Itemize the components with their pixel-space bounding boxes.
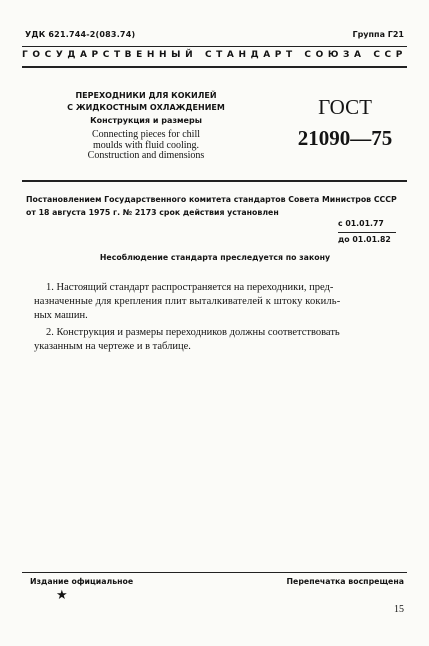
- title-subtitle: Конструкция и размеры: [90, 116, 202, 125]
- header-rule-top: [22, 46, 407, 47]
- paragraph-1-line-3: ных машин.: [34, 310, 88, 321]
- paragraph-1-line-2: назначенные для крепления плит выталкивателей к штоку кокиль-: [34, 296, 341, 307]
- decree-line-2: от 18 августа 1975 г. № 2173 срок действия установлен: [26, 208, 279, 217]
- title-russian: [56, 90, 236, 114]
- state-standard-heading: ГОСУДАРСТВЕННЫЙ СТАНДАРТ СОЮЗА ССР: [22, 50, 407, 60]
- star-icon: ★: [56, 588, 68, 603]
- gost-label: ГОСТ: [318, 95, 372, 119]
- gost-number: 21090—75: [297, 126, 393, 150]
- title-english: [56, 130, 236, 162]
- group-code: Группа Г21: [352, 30, 404, 39]
- paragraph-2-line-2: указанным на чертеже и в таблице.: [34, 341, 191, 352]
- legal-notice: Несоблюдение стандарта преследуется по закону: [99, 253, 331, 262]
- valid-from-date: с 01.01.77: [338, 219, 384, 228]
- valid-to-date: до 01.01.82: [338, 235, 391, 244]
- decree-line-1: Постановлением Государственного комитета стандартов Совета Министров СССР: [26, 195, 397, 204]
- page-number: 15: [394, 604, 404, 615]
- section-rule: [22, 180, 407, 182]
- date-divider: [338, 232, 396, 233]
- footer-rule: [22, 572, 407, 573]
- paragraph-1-line-1: 1. Настоящий стандарт распространяется на переходники, пред-: [46, 282, 334, 293]
- official-edition-label: Издание официальное: [30, 577, 134, 586]
- title-russian-line-2: С ЖИДКОСТНЫМ ОХЛАЖДЕНИЕМ: [67, 103, 225, 112]
- reprint-prohibited-label: Перепечатка воспрещена: [286, 577, 404, 586]
- title-english-line-3: Construction and dimensions: [87, 150, 205, 161]
- decree-text: [26, 193, 406, 219]
- title-english-line-1: Connecting pieces for chill: [91, 129, 201, 140]
- title-english-line-2: moulds with fluid cooling.: [92, 139, 200, 151]
- title-russian-line-1: ПЕРЕХОДНИКИ ДЛЯ КОКИЛЕЙ: [75, 91, 217, 100]
- header-rule-bottom: [22, 66, 407, 68]
- udc-code: УДК 621.744-2(083.74): [25, 30, 136, 39]
- paragraph-2-line-1: 2. Конструкция и размеры переходников должны соответствовать: [46, 327, 340, 338]
